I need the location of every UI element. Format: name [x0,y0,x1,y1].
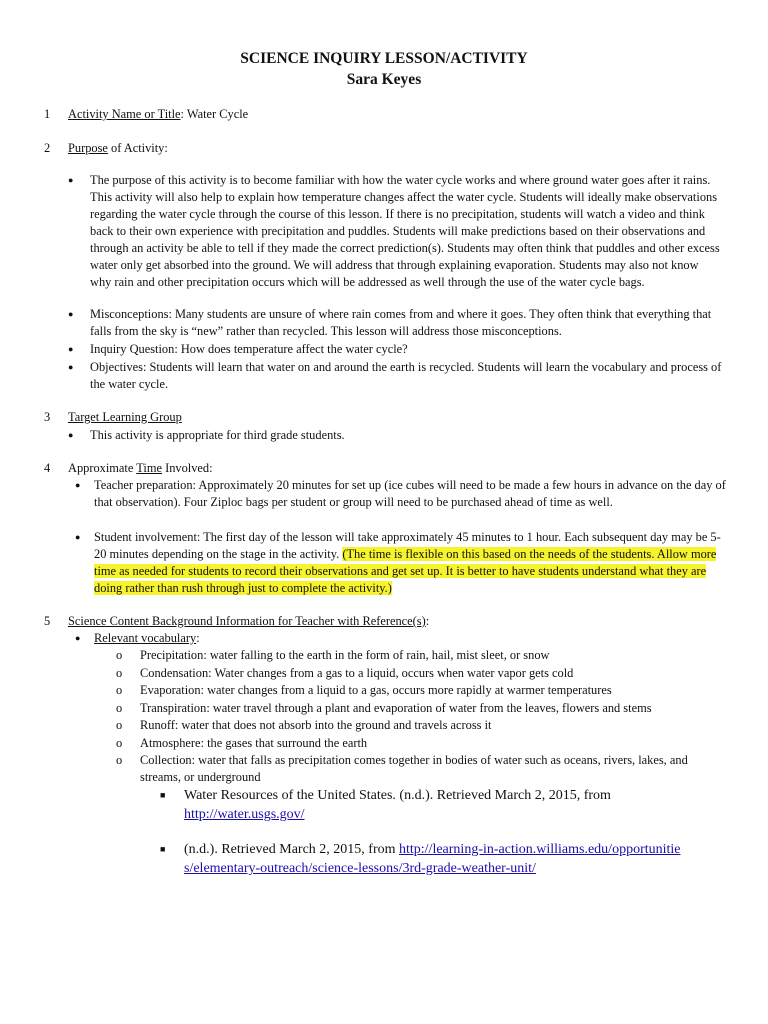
teacher-prep-text: Teacher preparation: Approximately 20 minutes for set up (ice cubes will need to be made a few hours in advance on the day of that observation). Four Ziploc bags per student or group will need to be purchased ahead of time as well. [94,478,726,509]
purpose-text: The purpose of this activity is to become familiar with how the water cycle works and where ground water goes after it rains. This activity will also help to explain how temperature changes affect the water cycle. Students will ideally make observations regarding the water cycle through the course of this lesson. If there is no precipitation, students will watch a video and think back to their own experience with precipitation and puddles. Students will make predictions based on their observations and through an activity be able to tell if they made the correct prediction(s). Students may often think that puddles and other excess water only get absorbed into the ground. We will address that through explaining evaporation. Students may also not know why rain and other precipitation occurs which will be addressed as well through the use of the water cycle bags. [90,173,720,289]
objectives-text: Objectives: Students will learn that water on and around the earth is recycled. Students will learn the vocabulary and process of the water cycle. [90,360,722,391]
vocab-term: Evaporation: water changes from a liquid to a gas, occurs more rapidly at warmer temperatures [140,683,612,697]
bullet-icon: ● [68,309,74,319]
vocab-term: Precipitation: water falling to the earth in the form of rain, hail, mist sleet, or snow [140,648,550,662]
vocab-colon: : [196,631,200,645]
section-label: Purpose [68,141,108,155]
section-heading [68,460,213,477]
section-heading [68,613,429,630]
vocab-term: Runoff: water that does not absorb into the ground and travels across it [140,718,492,732]
reference-citation: (n.d.). Retrieved March 2, 2015, from [184,842,399,857]
section-label-rest: : [425,614,430,628]
section-label: Time [136,461,162,475]
section-number: 2 [44,141,51,155]
section-number: 3 [44,410,51,424]
bullet-icon: ● [68,344,74,354]
document-title: SCIENCE INQUIRY LESSON/ACTIVITY [240,50,528,67]
vocab-term: Condensation: Water changes from a gas to a liquid, occurs when water vapor gets cold [140,666,574,680]
learning-group-text: This activity is appropriate for third grade students. [90,428,345,442]
bullet-icon: ● [68,175,74,185]
section-number: 5 [44,614,51,628]
bullet-icon: ● [75,633,81,643]
section-number: 1 [44,107,51,121]
inquiry-question-text: Inquiry Question: How does temperature affect the water cycle? [90,342,408,356]
vocab-term: Atmosphere: the gases that surround the earth [140,736,368,750]
section-label: Science Content Background Information for Teacher with Reference(s) [68,614,426,628]
hollow-bullet-icon: o [116,683,123,697]
square-bullet-icon: ■ [160,844,166,854]
misconceptions-text: Misconceptions: Many students are unsure of where rain comes from and where it goes. They often think that everything that falls from the sky is “new” rather than recycled. This lesson will address those misconceptions. [90,307,712,338]
reference-link[interactable]: http://water.usgs.gov/ [184,807,305,822]
vocab-label: Relevant vocabulary [94,631,197,645]
section-value: : Water Cycle [180,107,249,121]
reference-text [184,786,704,824]
square-bullet-icon: ■ [160,790,166,800]
section-label-rest: Involved: [161,461,213,475]
student-involvement-text [94,529,726,597]
hollow-bullet-icon: o [116,736,123,750]
hollow-bullet-icon: o [116,648,123,662]
section-heading [68,140,168,157]
section-heading [68,106,248,123]
hollow-bullet-icon: o [116,753,123,767]
reference-text [184,840,684,878]
section-label: Target Learning Group [68,410,182,424]
vocab-term: Collection: water that falls as precipitation comes together in bodies of water such as oceans, rivers, lakes, and streams, or underground [140,753,688,784]
section-label: Activity Name or Title [68,107,181,121]
hollow-bullet-icon: o [116,718,123,732]
bullet-icon: ● [68,430,74,440]
hollow-bullet-icon: o [116,701,123,715]
document-author: Sara Keyes [346,71,422,88]
section-label-pre: Approximate [68,461,137,475]
bullet-icon: ● [75,532,81,542]
reference-link[interactable]: http://learning-in-action.williams.edu/opportunities/elementary-outreach/science-lessons/3rd-grade-weather-unit/ [184,842,681,876]
student-involvement-plain: Student involvement: The first day of the lesson will take approximately 45 minutes to 1 hour. Each subsequent day may be 5-20 minutes depending on the stage in the activity. [94,530,721,561]
section-number: 4 [44,461,51,475]
section-label-rest: of Activity: [107,141,168,155]
vocab-heading [94,630,726,647]
bullet-icon: ● [75,480,81,490]
reference-citation: Water Resources of the United States. (n.d.). Retrieved March 2, 2015, from [184,788,611,803]
highlighted-note: (The time is flexible on this based on the needs of the students. Allow more time as needed for students to record their observations and get set up. It is better to have students understand what they are doing rather than rush through just to complete the activity.) [94,547,717,595]
bullet-icon: ● [68,362,74,372]
hollow-bullet-icon: o [116,666,123,680]
vocab-term: Transpiration: water travel through a plant and evaporation of water from the leaves, flowers and stems [140,701,652,715]
